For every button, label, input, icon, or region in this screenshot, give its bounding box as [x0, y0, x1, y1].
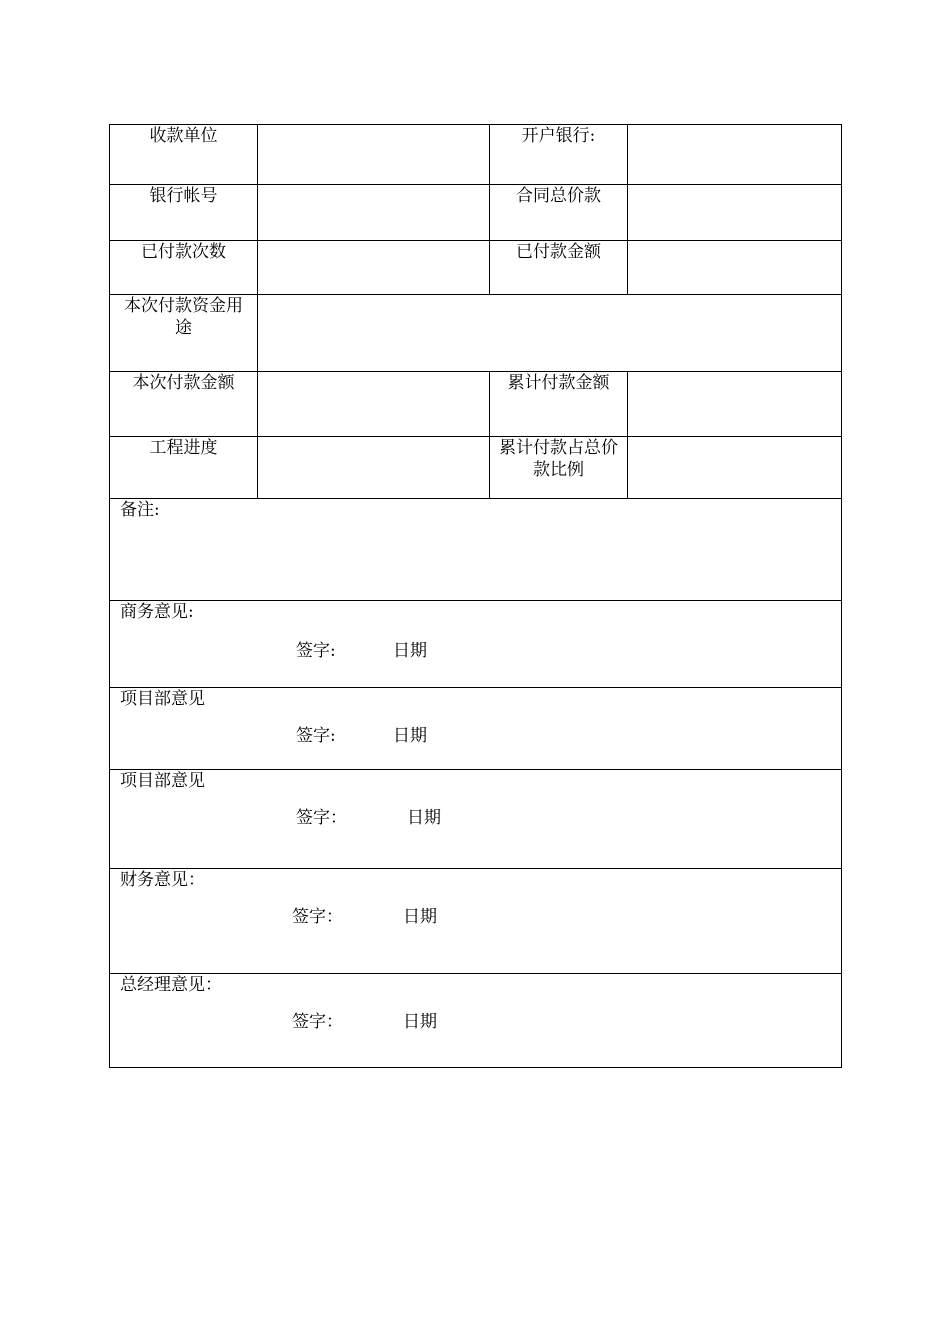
project-1-signature-line [120, 725, 831, 755]
cumulative-ratio-label: 累计付款占总价款比例 [499, 438, 618, 480]
project-2-signature-line [120, 807, 831, 837]
payee-label: 收款单位 [149, 126, 218, 146]
purpose-label: 本次付款资金用途 [124, 296, 243, 338]
cumulative-amount-label: 累计付款金额 [507, 373, 610, 393]
bank-value-cell[interactable] [628, 125, 842, 185]
business-sign-label: 签字: [296, 641, 336, 661]
form-row-business-opinion [110, 601, 842, 688]
paid-amount-label-cell [490, 241, 628, 295]
form-row-paid [110, 241, 842, 295]
project-opinion-1-cell[interactable] [110, 688, 842, 770]
form-row-payee [110, 125, 842, 185]
form-row-progress [110, 437, 842, 499]
form-row-account [110, 185, 842, 241]
project-1-sign-label: 签字: [296, 726, 336, 746]
finance-signature-line [120, 906, 831, 936]
progress-label-cell [110, 437, 258, 499]
cumulative-amount-value-cell[interactable] [628, 372, 842, 437]
purpose-value-cell[interactable] [258, 295, 842, 372]
business-opinion-label: 商务意见: [120, 602, 194, 622]
cumulative-ratio-label-cell [490, 437, 628, 499]
form-row-current-amount [110, 372, 842, 437]
account-label-cell [110, 185, 258, 241]
payee-value-cell[interactable] [258, 125, 490, 185]
bank-label: 开户银行: [521, 126, 596, 146]
contract-total-label: 合同总价款 [516, 186, 601, 206]
form-row-finance-opinion [110, 869, 842, 974]
paid-count-value-cell[interactable] [258, 241, 490, 295]
gm-opinion-label: 总经理意见： [120, 975, 222, 995]
current-amount-label-cell [110, 372, 258, 437]
paid-count-label: 已付款次数 [141, 242, 226, 262]
progress-value-cell[interactable] [258, 437, 490, 499]
finance-sign-label: 签字： [292, 907, 343, 927]
gm-opinion-cell[interactable] [110, 974, 842, 1068]
current-amount-label: 本次付款金额 [132, 373, 235, 393]
project-2-date-label: 日期 [407, 808, 441, 828]
purpose-label-cell [110, 295, 258, 372]
account-label: 银行帐号 [149, 186, 218, 206]
contract-total-value-cell[interactable] [628, 185, 842, 241]
project-opinion-1-label: 项目部意见 [120, 689, 205, 709]
bank-label-cell [490, 125, 628, 185]
business-opinion-cell[interactable] [110, 601, 842, 688]
project-2-sign-label: 签字： [296, 808, 347, 828]
paid-amount-label: 已付款金额 [516, 242, 601, 262]
contract-total-label-cell [490, 185, 628, 241]
current-amount-value-cell[interactable] [258, 372, 490, 437]
project-opinion-2-label: 项目部意见 [120, 771, 205, 791]
finance-opinion-cell[interactable] [110, 869, 842, 974]
paid-count-label-cell [110, 241, 258, 295]
cumulative-amount-label-cell [490, 372, 628, 437]
progress-label: 工程进度 [149, 438, 218, 458]
gm-signature-line [120, 1011, 831, 1041]
gm-sign-label: 签字： [292, 1012, 343, 1032]
account-value-cell[interactable] [258, 185, 490, 241]
finance-date-label: 日期 [403, 907, 437, 927]
paid-amount-value-cell[interactable] [628, 241, 842, 295]
form-row-gm-opinion [110, 974, 842, 1068]
form-row-project-opinion-2 [110, 770, 842, 869]
form-row-project-opinion-1 [110, 688, 842, 770]
payment-form-table [109, 124, 842, 1068]
remarks-label: 备注: [120, 500, 160, 520]
form-row-remarks [110, 499, 842, 601]
gm-date-label: 日期 [403, 1012, 437, 1032]
business-date-label: 日期 [393, 641, 427, 661]
project-1-date-label: 日期 [393, 726, 427, 746]
payee-label-cell [110, 125, 258, 185]
form-row-purpose [110, 295, 842, 372]
business-signature-line [120, 640, 831, 670]
project-opinion-2-cell[interactable] [110, 770, 842, 869]
cumulative-ratio-value-cell[interactable] [628, 437, 842, 499]
finance-opinion-label: 财务意见： [120, 870, 205, 890]
remarks-cell[interactable] [110, 499, 842, 601]
